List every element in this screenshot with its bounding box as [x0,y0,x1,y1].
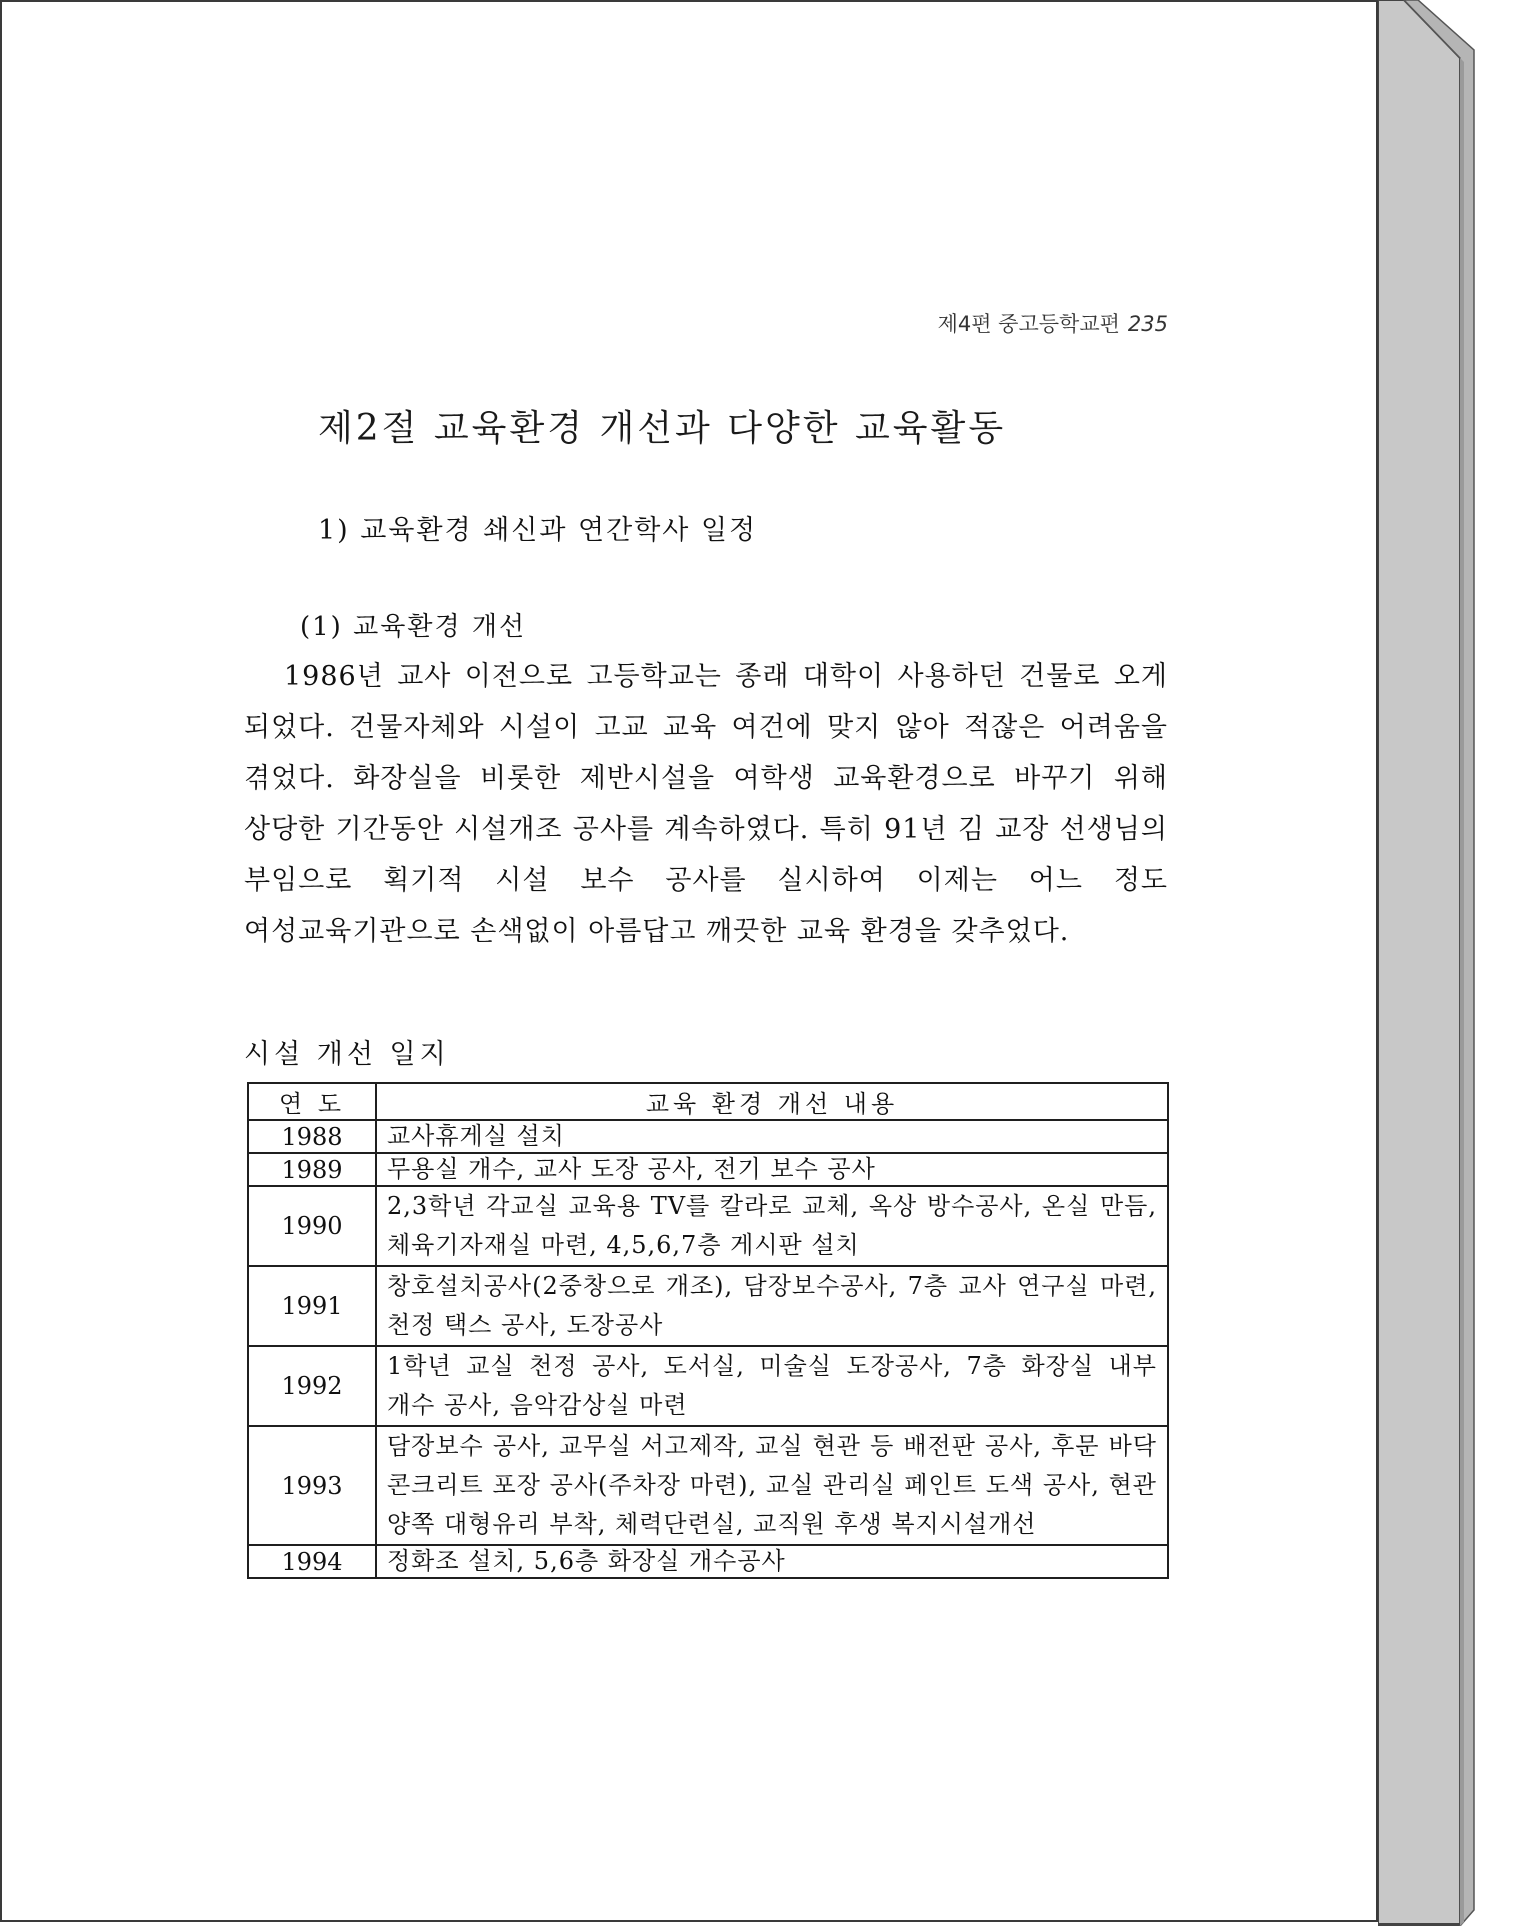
row-content: 교사휴게실 설치 [376,1120,1168,1153]
page-number: 235 [1127,312,1168,336]
section-title: 제2절 교육환경 개선과 다양한 교육활동 [318,408,1007,449]
table-row [248,1426,1168,1545]
row-year: 1994 [248,1545,376,1578]
row-content: 정화조 설치, 5,6층 화장실 개수공사 [376,1545,1168,1578]
item-title: (1) 교육환경 개선 [300,612,527,642]
row-content: 담장보수 공사, 교무실 서고제작, 교실 현관 등 배전판 공사, 후문 바닥 콘크리트 포장 공사(주차장 마련), 교실 관리실 페인트 도색 공사, 현관 양쪽 대형유리 부착, 체력단련실, 교직원 후생 복지시설개선 [376,1426,1168,1545]
row-year: 1990 [248,1186,376,1266]
book-page-edge [1378,0,1522,1926]
row-content: 1학년 교실 천정 공사, 도서실, 미술실 도장공사, 7층 화장실 내부 개수 공사, 음악감상실 마련 [376,1346,1168,1426]
row-year: 1993 [248,1426,376,1545]
row-year: 1992 [248,1346,376,1426]
table-row [248,1120,1168,1153]
row-content: 무용실 개수, 교사 도장 공사, 전기 보수 공사 [376,1153,1168,1186]
header-content: 교육 환경 개선 내용 [376,1083,1168,1120]
page-stack-illustration [1378,0,1522,1926]
body-paragraph: 1986년 교사 이전으로 고등학교는 종래 대학이 사용하던 건물로 오게 되었다. 건물자체와 시설이 고교 교육 여건에 맞지 않아 적잖은 어려움을 겪었다. 화장실을 비롯한 제반시설을 여학생 교육환경으로 바꾸기 위해 상당한 기간동안 시설개조 공사를 계속하였다. 특히 91년 김 교장 선생님의 부임으로 획기적 시설 보수 공사를 실시하여 이제는 어느 정도 여성교육기관으로 손색없이 아름답고 깨끗한 교육 환경을 갖추었다. [244,661,1168,947]
row-year: 1988 [248,1120,376,1153]
table-header-row [248,1083,1168,1120]
table-row [248,1266,1168,1346]
row-year: 1991 [248,1266,376,1346]
row-content: 2,3학년 각교실 교육용 TV를 칼라로 교체, 옥상 방수공사, 온실 만듬, 체육기자재실 마련, 4,5,6,7층 게시판 설치 [376,1186,1168,1266]
facility-improvement-table [247,1082,1169,1579]
subsection-title: 1) 교육환경 쇄신과 연간학사 일정 [318,515,758,546]
row-year: 1989 [248,1153,376,1186]
table-row [248,1346,1168,1426]
table-caption: 시설 개선 일지 [244,1039,450,1070]
running-header [900,308,1168,338]
table-row [248,1153,1168,1186]
row-content: 창호설치공사(2중창으로 개조), 담장보수공사, 7층 교사 연구실 마련, 천정 택스 공사, 도장공사 [376,1266,1168,1346]
table-row [248,1545,1168,1578]
header-year: 연 도 [248,1083,376,1120]
table-row [248,1186,1168,1266]
part-label: 제4편 중고등학교편 [937,312,1120,336]
